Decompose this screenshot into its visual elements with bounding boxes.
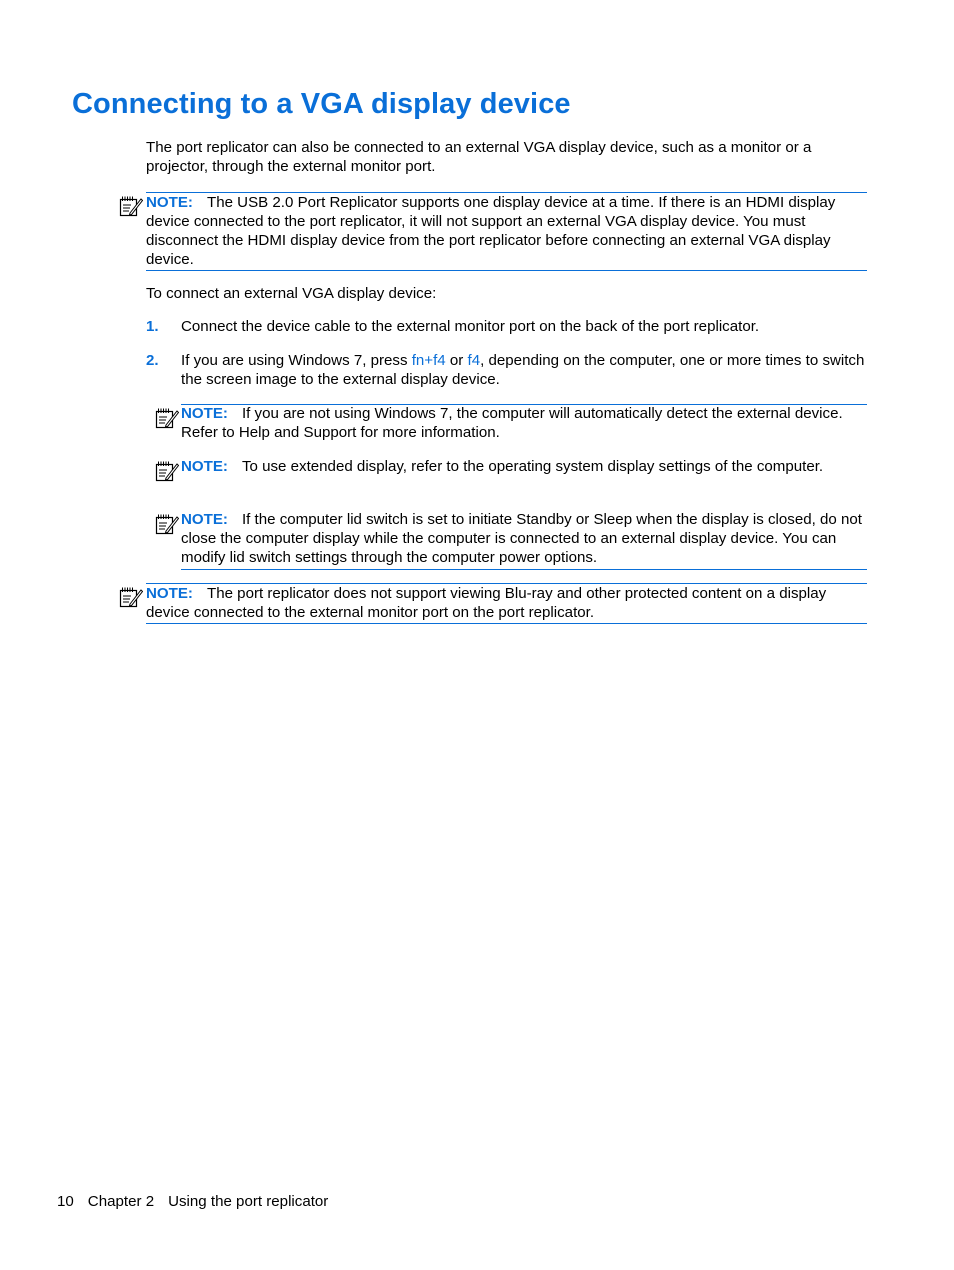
step-text-part: If you are using Windows 7, press: [181, 352, 412, 369]
chapter-label: Chapter 2: [87, 1193, 155, 1210]
step-number: 2.: [146, 352, 159, 369]
step-text-part: or: [445, 352, 468, 369]
note-icon: [155, 407, 179, 429]
step-number: 1.: [146, 318, 159, 335]
note-text: The USB 2.0 Port Replicator supports one display device at a time. If there is an HDMI display device connected to the port replicator, it will not support an external VGA display device. You must disconnect the HDMI display device from the port replicator before connecting an external VGA display device.: [146, 194, 836, 268]
step-text: [181, 351, 871, 389]
chapter-title: Using the port replicator: [168, 1193, 329, 1210]
note-icon: [155, 460, 179, 482]
note-icon: [119, 195, 143, 217]
note-label: NOTE:: [146, 194, 193, 211]
sub-note-lid-switch: [181, 510, 871, 567]
page-footer: [57, 1192, 342, 1211]
key-fn-f4: fn+f4: [411, 352, 446, 369]
intro-paragraph: The port replicator can also be connected to an external VGA display device, such as a monitor or a projector, through the external monitor port.: [146, 139, 812, 175]
page-number: 10: [57, 1193, 74, 1210]
sub-note-windows: [181, 404, 867, 442]
note-label: NOTE:: [181, 458, 228, 475]
lead-paragraph: To connect an external VGA display device:: [146, 285, 437, 302]
note-text: If you are not using Windows 7, the computer will automatically detect the external device. Refer to Help and Support for more information.: [181, 405, 843, 441]
key-f4: f4: [467, 352, 481, 369]
step-text-part: , depending on the computer, one or more times to switch the screen image to the external display device.: [181, 352, 865, 388]
note-text: The port replicator does not support viewing Blu-ray and other protected content on a display device connected to the external monitor port on the port replicator.: [146, 585, 827, 621]
note-icon: [155, 513, 179, 535]
step-text: Connect the device cable to the external monitor port on the back of the port replicator.: [181, 318, 760, 335]
note-hdmi: [146, 192, 867, 271]
sub-note-extended: [181, 457, 867, 476]
note-text: If the computer lid switch is set to initiate Standby or Sleep when the display is closed, do not close the computer display while the computer is connected to an external display device. You can modify lid switch settings through the computer power options.: [181, 511, 862, 566]
page-title: Connecting to a VGA display device: [72, 88, 571, 120]
note-label: NOTE:: [181, 511, 228, 528]
note-icon: [119, 586, 143, 608]
note-label: NOTE:: [181, 405, 228, 422]
note-label: NOTE:: [146, 585, 193, 602]
note-text: To use extended display, refer to the operating system display settings of the computer.: [241, 458, 824, 475]
note-blu-ray: [146, 583, 867, 624]
